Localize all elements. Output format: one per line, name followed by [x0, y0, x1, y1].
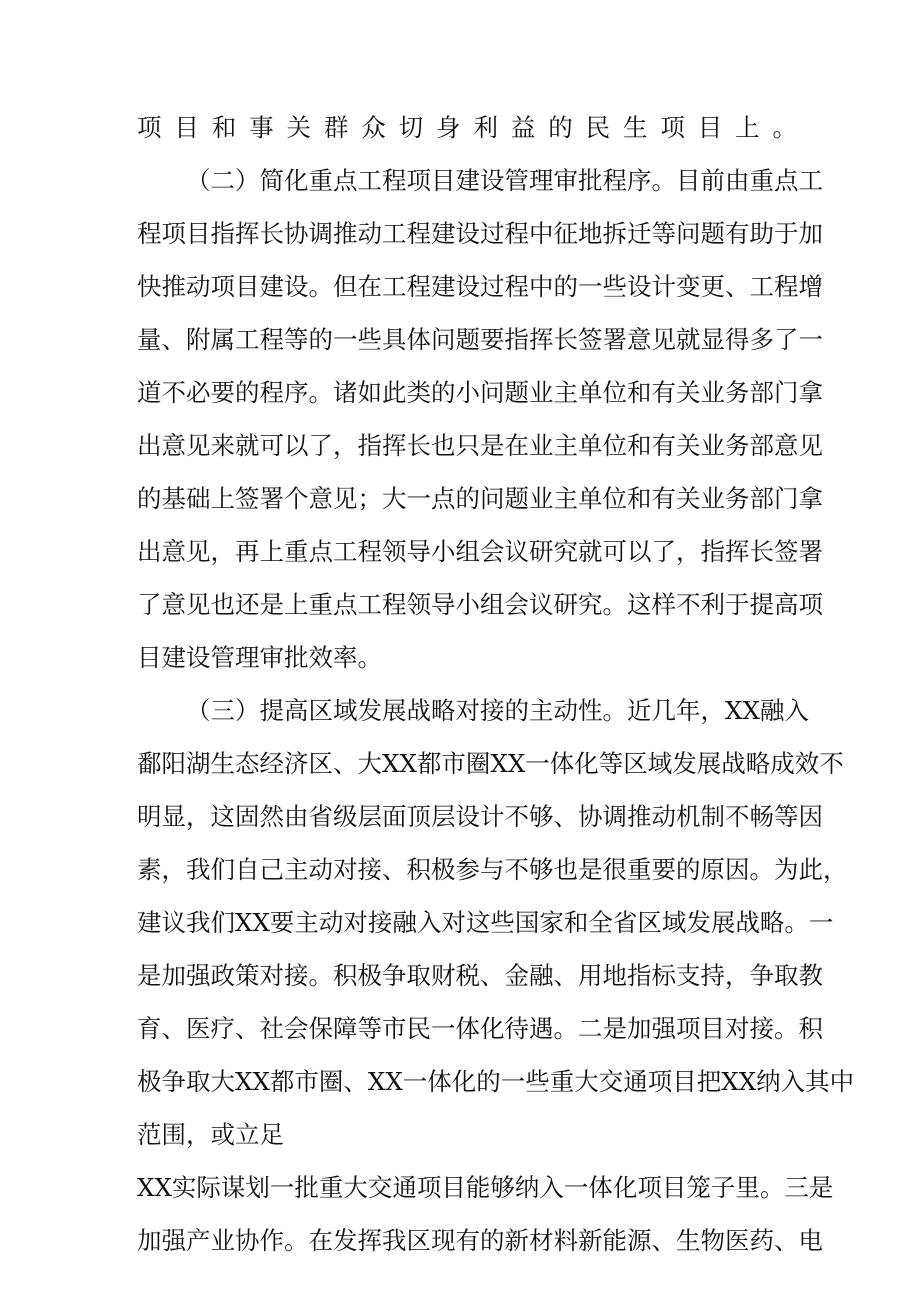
- paragraph-line: XX实际谋划一批重大交通项目能够纳入一体化项目笼子里。三是: [137, 1173, 834, 1202]
- paragraph-line: 道不必要的程序。诸如此类的小问题业主单位和有关业务部门拿: [137, 378, 823, 407]
- paragraph-line: 了意见也还是上重点工程领导小组会议研究。这样不利于提高项: [137, 590, 823, 619]
- paragraph-line: 快推动项目建设。但在工程建设过程中的一些设计变更、工程增: [137, 272, 823, 301]
- paragraph-line: 鄱阳湖生态经济区、大XX都市圈XX一体化等区域发展战略成效不: [137, 749, 844, 778]
- paragraph-line: 加强产业协作。在发挥我区现有的新材料新能源、生物医药、电: [137, 1226, 823, 1255]
- paragraph-line: 量、附属工程等的一些具体问题要指挥长签署意见就显得多了一: [137, 325, 823, 354]
- paragraph-line: 项目和事关群众切身利益的民生项目上。: [137, 113, 797, 142]
- paragraph-line: 素，我们自己主动对接、积极参与不够也是很重要的原因。为此，: [137, 855, 848, 884]
- paragraph-line: 建议我们XX要主动对接融入对这些国家和全省区域发展战略。一: [137, 908, 834, 937]
- paragraph-line: 程项目指挥长协调推动工程建设过程中征地拆迁等问题有助于加: [137, 219, 823, 248]
- paragraph-line: 的基础上签署个意见；大一点的问题业主单位和有关业务部门拿: [137, 484, 823, 513]
- paragraph-line: 范围，或立足: [137, 1120, 284, 1149]
- paragraph-line: 明显，这固然由省级层面顶层设计不够、协调推动机制不畅等因: [137, 802, 823, 831]
- paragraph-line: 目建设管理审批效率。: [137, 643, 382, 672]
- paragraph-line: 育、医疗、社会保障等市民一体化待遇。二是加强项目对接。积: [137, 1014, 823, 1043]
- paragraph-line: （二）简化重点工程项目建设管理审批程序。目前由重点工: [186, 166, 823, 195]
- paragraph-line: 出意见，再上重点工程领导小组会议研究就可以了，指挥长签署: [137, 537, 823, 566]
- paragraph-line: 出意见来就可以了，指挥长也只是在业主单位和有关业务部意见: [137, 431, 823, 460]
- paragraph-line: 是加强政策对接。积极争取财税、金融、用地指标支持，争取教: [137, 961, 823, 990]
- paragraph-line: 极争取大XX都市圈、XX一体化的一些重大交通项目把XX纳入其中: [137, 1067, 855, 1096]
- paragraph-line: （三）提高区域发展战略对接的主动性。近几年，XX融入: [186, 696, 809, 725]
